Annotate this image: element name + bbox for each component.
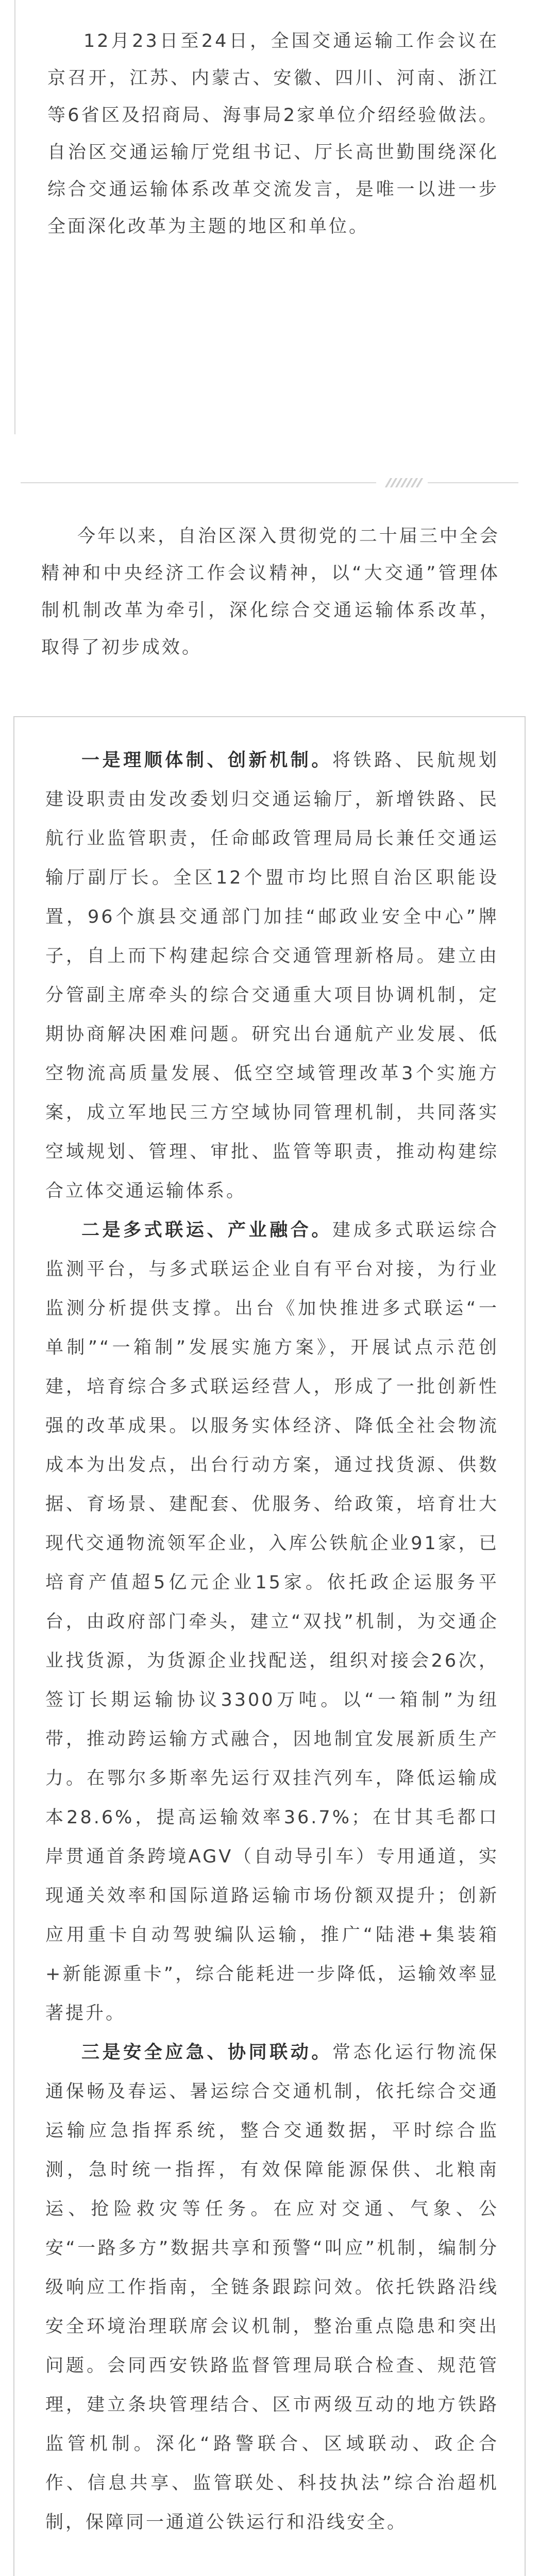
divider-line-left <box>21 482 376 483</box>
intro-block <box>14 0 527 434</box>
divider-line-right <box>428 482 518 483</box>
measure-paragraph-3 <box>45 2033 499 2542</box>
intro-paragraph: 12月23日至24日，全国交通运输工作会议在京召开，江苏、内蒙古、安徽、四川、河南、浙江等6省区及招商局、海事局2家单位介绍经验做法。自治区交通运输厅党组书记、厅长高世勤围绕深化综合交通运输体系改革交流发言，是唯一以进一步全面深化改革为主题的地区和单位。 <box>47 31 499 237</box>
measure-heading-2: 二是多式联运、产业融合。 <box>81 1220 332 1241</box>
divider-slash-ornament <box>388 478 420 487</box>
measure-heading-1: 一是理顺体制、创新机制。 <box>81 750 332 771</box>
measure-body-1: 将铁路、民航规划建设职责由发改委划归交通运输厅，新增铁路、民航行业监管职责，任命邮政管理局局长兼任交通运输厅副厅长。全区12个盟市均比照自治区职能设置，96个旗县交通部门加挂“邮政业安全中心”牌子，自上而下构建起综合交通管理新格局。建立由分管副主席牵头的综合交通重大项目协调机制，定期协商解决困难问题。研究出台通航产业发展、低空物流高质量发展、低空空域管理改革3个实施方案，成立军地民三方空域协同管理机制，共同落实空域规划、管理、审批、监管等职责，推动构建综合立体交通运输体系。 <box>45 750 499 1201</box>
measure-paragraph-2 <box>45 1211 499 2033</box>
measure-heading-3: 三是安全应急、协同联动。 <box>81 2042 332 2063</box>
measure-body-2: 建成多式联运综合监测平台，与多式联运企业自有平台对接，为行业监测分析提供支撑。出台《加快推进多式联运“一单制”“一箱制”发展实施方案》，开展试点示范创建，培育综合多式联运经营人，形成了一批创新性强的改革成果。以服务实体经济、降低全社会物流成本为出发点，出台行动方案，通过找货源、供数据、育场景、建配套、优服务、给政策，培育壮大现代交通物流领军企业，入库公铁航企业91家，已培育产值超5亿元企业15家。依托政企运服务平台，由政府部门牵头，建立“双找”机制，为交通企业找货源，为货源企业找配送，组织对接会26次，签订长期运输协议3300万吨。以“一箱制”为纽带，推动跨运输方式融合，因地制宜发展新质生产力。在鄂尔多斯率先运行双挂汽列车，降低运输成本28.6%，提高运输效率36.7%；在甘其毛都口岸贯通首条跨境AGV（自动导引车）专用通道，实现通关效率和国际道路运输市场份额双提升；创新应用重卡自动驾驶编队运输，推广“陆港+集装箱+新能源重卡”，综合能耗进一步降低，运输效率显著提升。 <box>45 1220 499 2024</box>
summary-paragraph: 今年以来，自治区深入贯彻党的二十届三中全会精神和中央经济工作会议精神，以“大交通”管理体制机制改革为牵引，深化综合交通运输体系改革，取得了初步成效。 <box>41 526 500 658</box>
measures-box <box>13 716 526 2576</box>
section-divider <box>21 478 518 487</box>
measure-body-3: 常态化运行物流保通保畅及春运、暑运综合交通机制，依托综合交通运输应急指挥系统，整合交通数据，平时综合监测，急时统一指挥，有效保障能源保供、北粮南运、抢险救灾等任务。在应对交通、气象、公安“一路多方”数据共享和预警“叫应”机制，编制分级响应工作指南，全链条跟踪问效。依托铁路沿线安全环境治理联席会议机制，整治重点隐患和突出问题。会同西安铁路监督管理局联合检查、规范管理，建立条块管理结合、区市两级互动的地方铁路监管机制。深化“路警联合、区域联动、政企合作、信息共享、监管联处、科技执法”综合治超机制，保障同一通道公铁运行和沿线安全。 <box>45 2042 499 2533</box>
measures-content <box>45 741 499 2542</box>
measure-paragraph-1 <box>45 741 499 1211</box>
